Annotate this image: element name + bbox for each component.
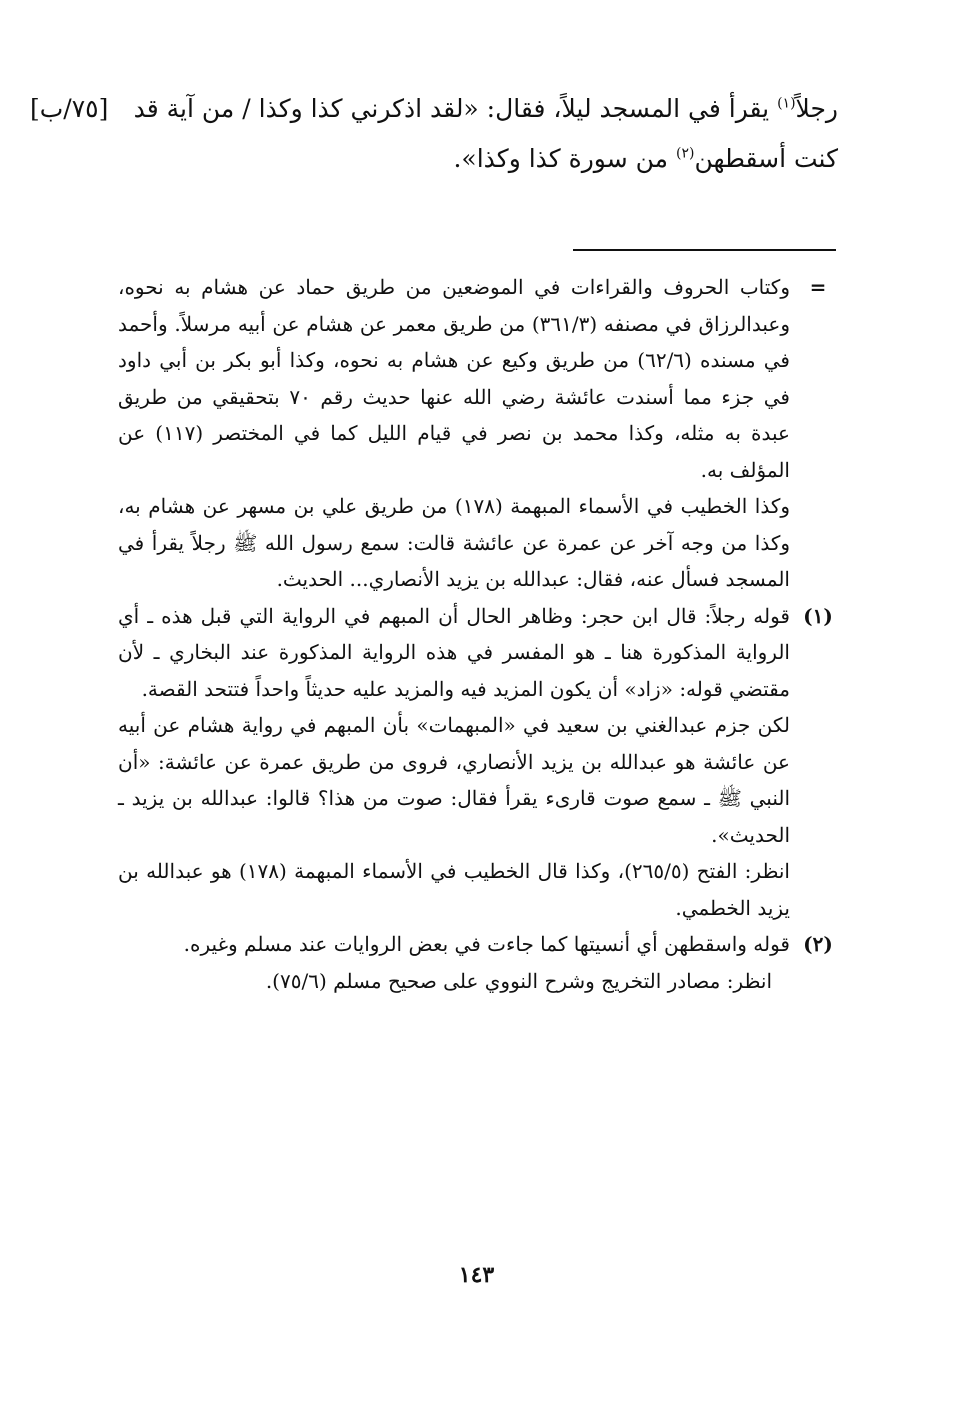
footnote-1-marker: (١): [803, 603, 833, 628]
footnote-continuation: [118, 269, 840, 598]
main-line1-start: رجلاً: [795, 94, 838, 123]
footnote-paragraph: وكتاب الحروف والقراءات في الموضعين من طريق حماد عن هشام به نحوه، وعبدالرزاق في مصنفه (٣٦١/٣) من طريق معمر عن هشام عن أبيه مرسلاً. وأحمد في مسنده (٦٢/٦) من طريق وكيع عن هشام به نحوه، وكذا أبو بكر بن أبي داود في جزء مما أسندت عائشة رضي الله عنها حديث رقم ٧٠ بتحقيقي من طريق عبدة به مثله، وكذا محمد بن نصر في قيام الليل كما في المختصر (١١٧) عن المؤلف به.: [118, 275, 790, 482]
footnote-1: [118, 598, 840, 927]
footnote-ref-1: (١): [777, 95, 796, 112]
main-text: [30, 84, 838, 184]
page-number: ١٤٣: [458, 1262, 495, 1288]
footnote-separator: [573, 249, 836, 251]
main-line2-start: كنت أسقطهن: [694, 144, 838, 173]
footnote-paragraph: لكن جزم عبدالغني بن سعيد في «المبهمات» بأن المبهم في رواية هشام عن أبيه عن عائشة هو عبدالله بن يزيد الأنصاري، فروى من طريق عمرة عن عائشة: «أن النبي ﷺ ـ سمع صوت قارىء يقرأ فقال: صوت من هذا؟ قالوا: عبدالله بن يزيد ـ الحديث».: [118, 713, 790, 847]
main-line1-rest: يقرأ في المسجد ليلاً، فقال: «لقد اذكرني كذا وكذا / من آية قد: [133, 94, 778, 123]
continuation-marker: =: [809, 275, 827, 299]
footnote-paragraph: انظر: الفتح (٢٦٥/٥)، وكذا قال الخطيب في الأسماء المبهمة (١٧٨) هو عبدالله بن يزيد الخطمي.: [118, 859, 790, 920]
footnote-paragraph: قوله رجلاً: قال ابن حجر: وظاهر الحال أن المبهم في الرواية التي قبل هذه ـ أي الرواية المذكورة هنا ـ هو المفسر في هذه الرواية المذكورة عند البخاري ـ لأن مقتضي قوله: «زاد» أن يكون المزيد فيه والمزيد عليه حديثاً واحداً فتتحد القصة.: [118, 603, 790, 701]
footnote-2: [118, 926, 840, 999]
margin-folio-reference: [٧٥/ب]: [30, 94, 109, 123]
footnote-paragraph: قوله واسقطهن أي أنسيتها كما جاءت في بعض الروايات عند مسلم وغيره.: [183, 932, 790, 956]
footnote-paragraph: وكذا الخطيب في الأسماء المبهمة (١٧٨) من طريق علي بن مسهر عن هشام به، وكذا من وجه آخر عن عمرة عن عائشة قالت: سمع رسول الله ﷺ رجلاً يقرأ في المسجد فسأل عنه، فقال: عبدالله بن يزيد الأنصاري... الحديث.: [118, 494, 791, 591]
main-text-line-1: [30, 84, 838, 134]
main-line2-rest: من سورة كذا وكذا».: [453, 144, 676, 173]
main-text-line-2: [30, 134, 838, 184]
footnote-2-marker: (٢): [803, 932, 833, 956]
footnote-paragraph: انظر: مصادر التخريج وشرح النووي على صحيح مسلم (٧٥/٦).: [265, 968, 772, 993]
footnotes-section: [118, 269, 840, 999]
footnote-ref-2: (٢): [675, 145, 695, 162]
